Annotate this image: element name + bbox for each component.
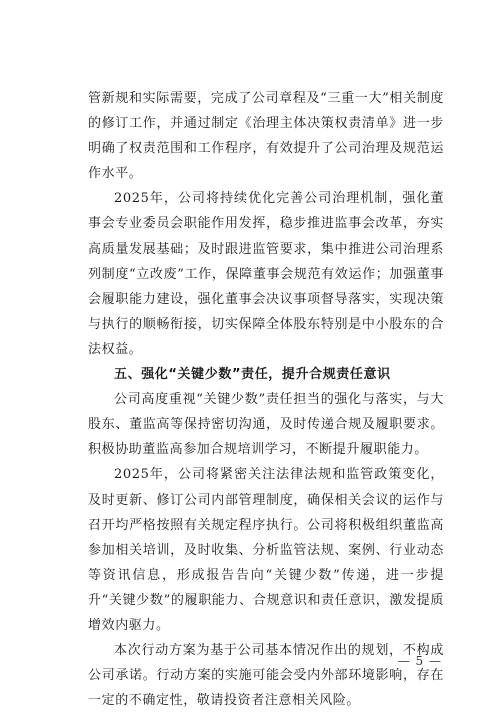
page-number: — 5 — (397, 654, 442, 668)
document-body (88, 86, 444, 713)
paragraph-risk-disclaimer: 本次行动方案为基于公司基本情况作出的规划，不构成公司承诺。行动方案的实施可能会受内外部环境影响，存在一定的不确定性，敬请投资者注意相关风险。 (88, 643, 444, 709)
paragraph-key-minority: 公司高度重视“关键少数”责任担当的强化与落实，与大股东、董监高等保持密切沟通，及时传递合规及履职要求。积极协助董监高参加合规培训学习，不断提升履职能力。 (88, 392, 444, 458)
paragraph-continuation: 管新规和实际需要，完成了公司章程及“三重一大”相关制度的修订工作，并通过制定《治理主体决策权责清单》进一步明确了权责范围和工作程序，有效提升了公司治理及规范运作水平。 (88, 91, 444, 182)
paragraph-governance-2025: 2025年，公司将持续优化完善公司治理机制，强化董事会专业委员会职能作用发挥，稳步推进监事会改革，夯实高质量发展基础；及时跟进监管要求，集中推进公司治理系列制度“立改废”工作，保障董事会规范有效运作；加强董事会履职能力建设，强化董事会决议事项督导落实，实现决策与执行的顺畅衔接，切实保障全体股东特别是中小股东的合法权益。 (88, 191, 444, 357)
paragraph-compliance-2025: 2025年，公司将紧密关注法律法规和监管政策变化，及时更新、修订公司内部管理制度，确保相关会议的运作与召开均严格按照有关规定程序执行。公司将积极组织董监高参加相关培训，及时收集、分析监管法规、案例、行业动态等资讯信息，形成报告告向“关键少数”传递，进一步提升“关键少数”的履职能力、合规意识和责任意识，激发提质增效内驱力。 (88, 467, 444, 633)
section-heading-five: 五、强化“关键少数”责任，提升合规责任意识 (114, 367, 391, 383)
